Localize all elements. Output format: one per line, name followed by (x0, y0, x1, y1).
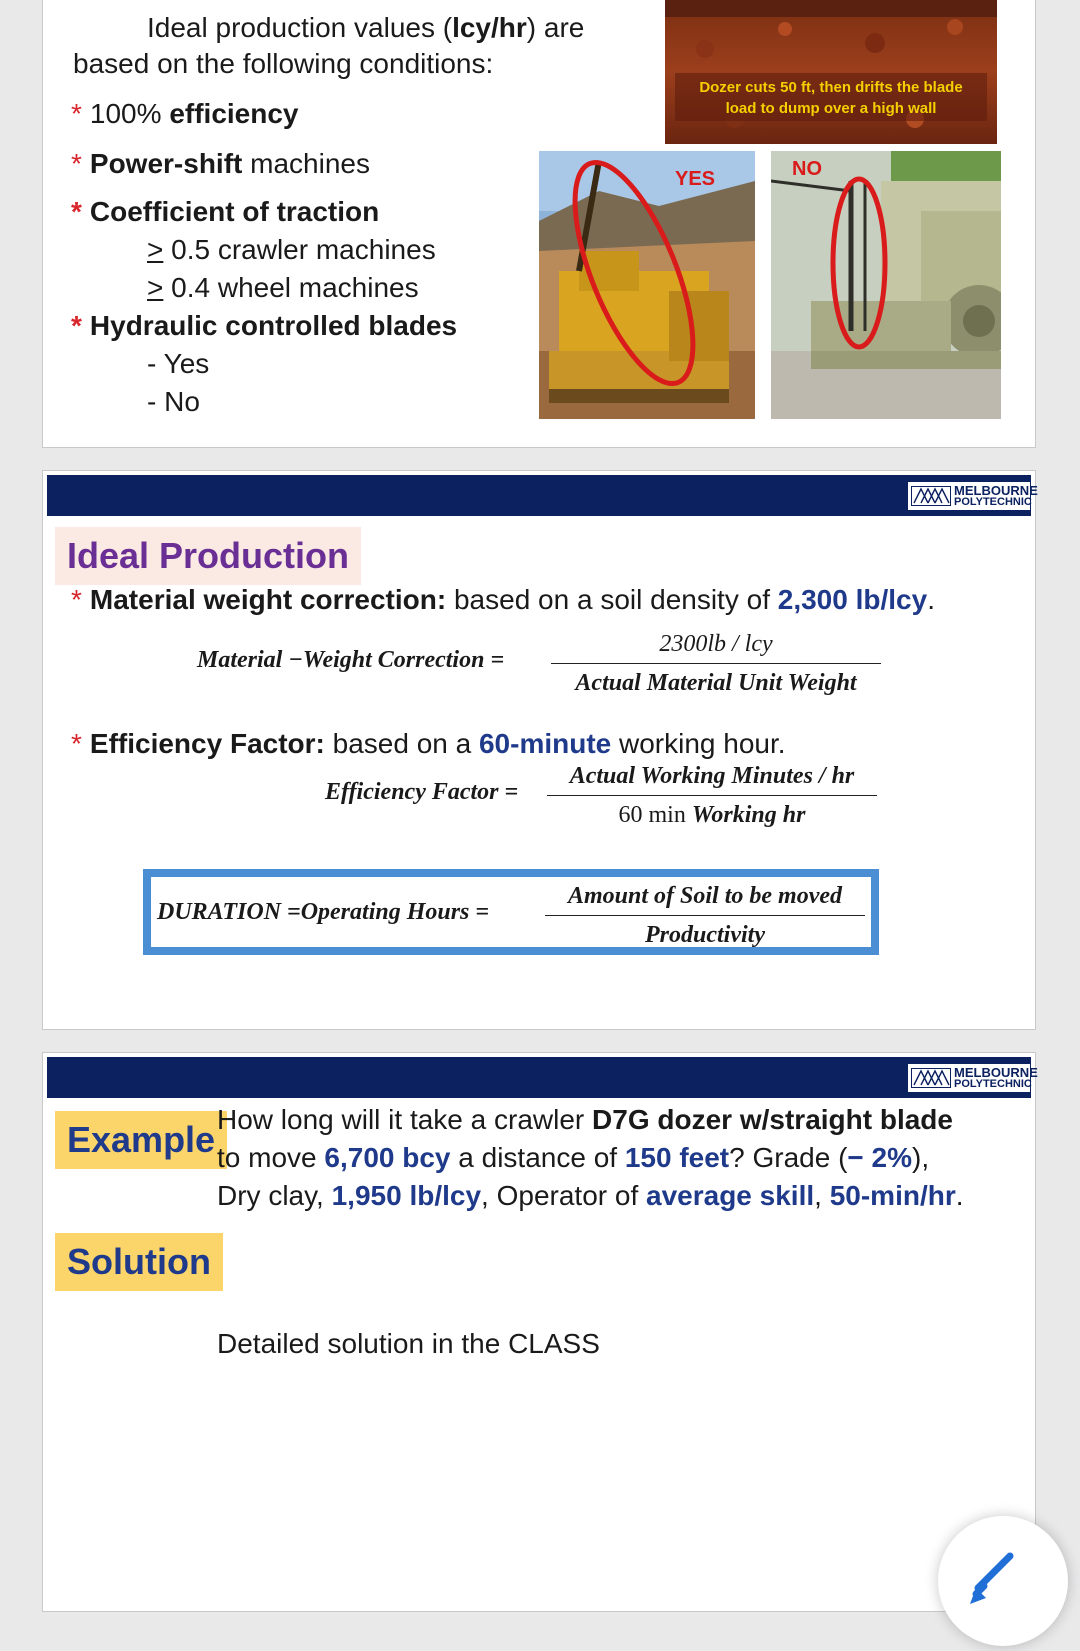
slide-example (42, 1052, 1036, 1612)
logo-line-1: MELBOURNE (954, 1065, 1038, 1080)
melbourne-polytechnic-logo (907, 1063, 1038, 1093)
eff-formula-denominator: 60 min Working hr (618, 802, 806, 828)
no-label: NO (792, 158, 822, 180)
polytechnic-mark-icon (911, 486, 951, 506)
efficiency-factor-bullet: * Efficiency Factor: based on a 60-minute working hour. (71, 728, 786, 759)
question-line-3: Dry clay, 1,950 lb/lcy, Operator of average skill, 50-min/hr. (217, 1180, 964, 1211)
example-label: Example (55, 1111, 227, 1169)
photo-caption-line-1: Dozer cuts 50 ft, then drifts the blade (699, 79, 963, 96)
eff-formula-lhs: Efficiency Factor = (325, 779, 519, 805)
mwc-formula-denominator: Actual Material Unit Weight (575, 670, 857, 696)
intro-line-1: Ideal production values (lcy/hr) are (147, 12, 585, 43)
duration-formula-fraction (545, 881, 865, 950)
melbourne-polytechnic-logo (907, 481, 1038, 511)
hydraulic-blade-dozer-image (539, 151, 755, 419)
mwc-formula-numerator: 2300lb / lcy (659, 631, 773, 657)
slide-ideal-production (42, 470, 1036, 1030)
bullet-efficiency: * 100% efficiency (71, 98, 299, 129)
solution-label: Solution (55, 1233, 223, 1291)
intro-line-2: based on the following conditions: (73, 48, 494, 79)
eff-formula-numerator: Actual Working Minutes / hr (569, 763, 855, 789)
duration-formula-lhs: DURATION =Operating Hours = (157, 899, 490, 925)
duration-formula-box (143, 869, 879, 955)
logo-line-2: POLYTECHNIC (954, 496, 1032, 508)
mwc-formula-fraction (551, 629, 881, 698)
question-line-2: to move 6,700 bcy a distance of 150 feet? Grade (− 2%), (217, 1142, 930, 1173)
photo-caption-line-2: load to dump over a high wall (725, 100, 937, 117)
duration-formula-numerator: Amount of Soil to be moved (567, 883, 842, 909)
bullet-power-shift: * Power-shift machines (71, 148, 370, 179)
hydraulic-yes: - Yes (147, 348, 210, 379)
hydraulic-no: - No (147, 386, 200, 417)
edit-pencil-icon (938, 1516, 1068, 1646)
logo-line-2: POLYTECHNIC (954, 1078, 1032, 1090)
logo-line-1: MELBOURNE (954, 483, 1038, 498)
traction-crawler: > 0.5 crawler machines (147, 234, 436, 265)
title-band (47, 475, 1031, 516)
eff-formula-fraction (547, 761, 877, 830)
dozer-no-photo (771, 151, 1001, 419)
cable-blade-dozer-image (771, 151, 1001, 419)
dozer-yes-photo (539, 151, 755, 419)
polytechnic-mark-icon (911, 1068, 951, 1088)
dozer-high-wall-image (665, 0, 997, 144)
duration-formula-denominator: Productivity (645, 922, 765, 948)
dozer-high-wall-photo (665, 0, 997, 144)
question-line-1: How long will it take a crawler D7G dozer w/straight blade (217, 1104, 953, 1135)
yes-label: YES (674, 168, 716, 190)
bullet-hydraulic: * Hydraulic controlled blades (71, 310, 458, 341)
edit-fab-button[interactable] (938, 1516, 1068, 1646)
material-weight-bullet: * Material weight correction: based on a soil density of 2,300 lb/lcy. (71, 584, 935, 615)
slide-title: Ideal Production (55, 527, 361, 585)
solution-text: Detailed solution in the CLASS (217, 1328, 600, 1359)
slide-ideal-conditions (42, 0, 1036, 448)
traction-wheel: > 0.4 wheel machines (147, 272, 419, 303)
title-band (47, 1057, 1031, 1098)
mwc-formula-lhs: Material −Weight Correction = (197, 647, 505, 673)
bullet-traction: * Coefficient of traction (71, 196, 380, 227)
